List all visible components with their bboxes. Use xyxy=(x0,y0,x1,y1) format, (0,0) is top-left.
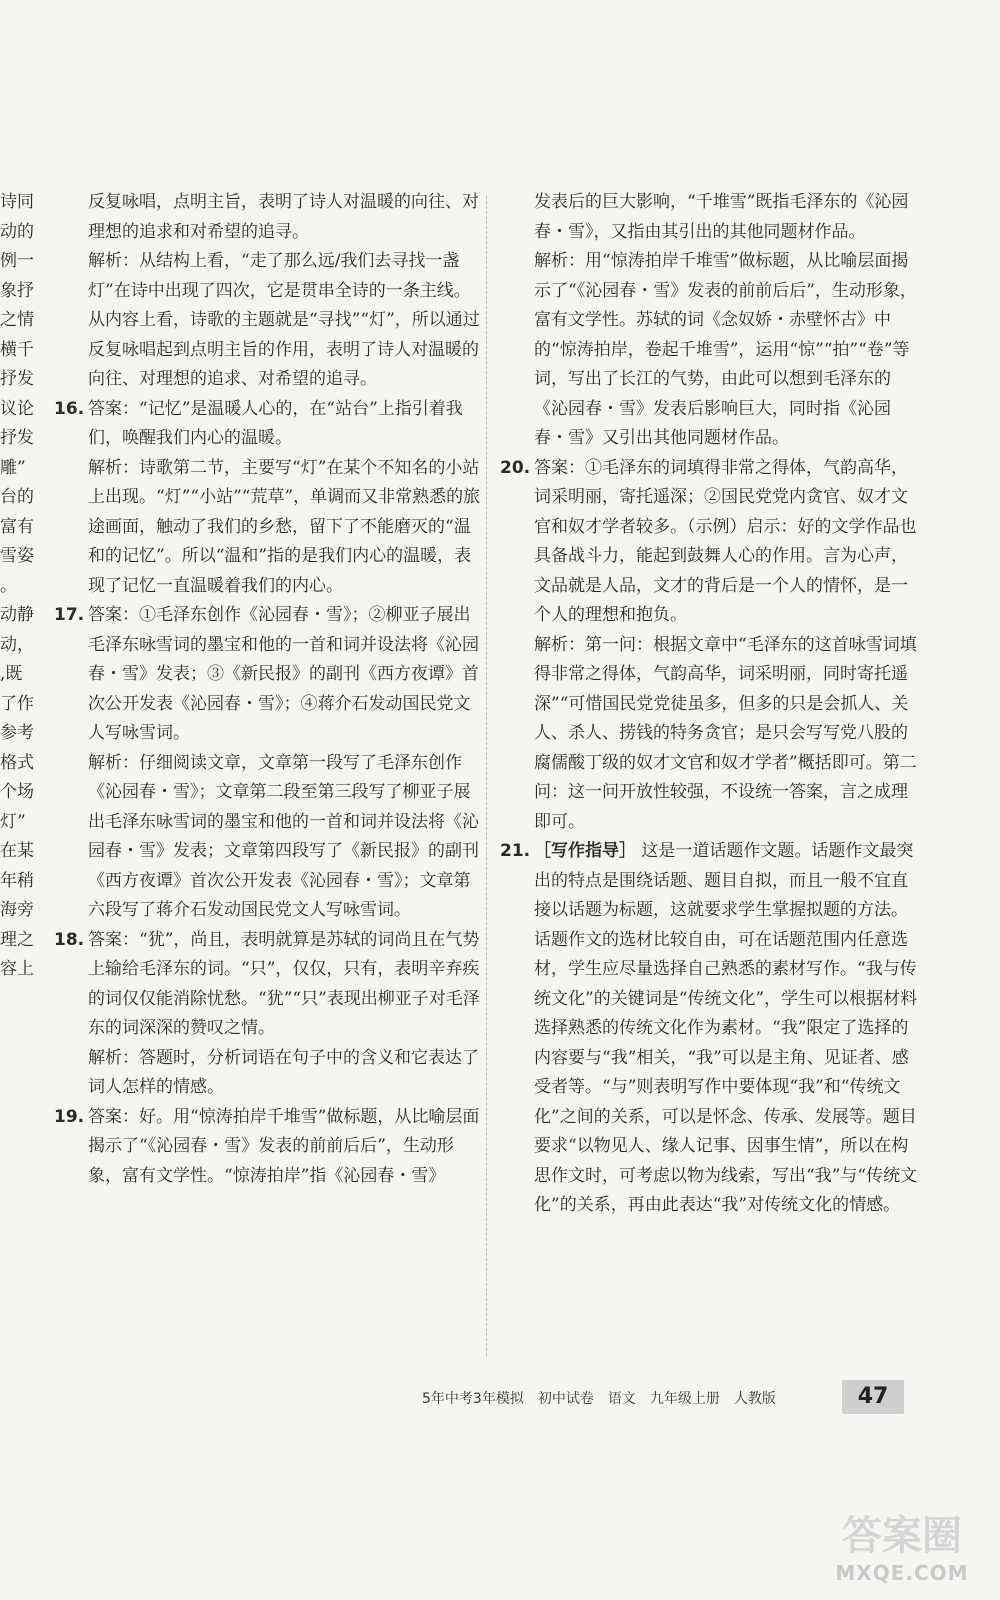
left-fragment-line: 雕” xyxy=(0,457,26,478)
column-divider xyxy=(486,196,487,1356)
left-fragment-line: 例一 xyxy=(0,251,34,271)
paragraph-text: 答案：“记忆”是温暖人心的，在“站台”上指引着我们，唤醒我们内心的温暖。 xyxy=(88,398,463,448)
paragraph-text: 答案：好。用“惊涛拍岸千堆雪”做标题，从比喻层面揭示了“《沁园春・雪》发表的前前后后”，生动形象，富有文学性。“惊涛拍岸”指《沁园春・雪》 xyxy=(88,1106,480,1186)
answer-item xyxy=(54,601,484,749)
book-grade: 九年级上册 xyxy=(649,1391,720,1407)
explanation-paragraph xyxy=(500,631,918,838)
left-fragment-line: 横千 xyxy=(0,339,34,360)
book-edition: 人教版 xyxy=(733,1391,776,1407)
explanation-paragraph xyxy=(54,188,484,247)
explanation-paragraph xyxy=(500,188,918,247)
left-fragment-line: 动， xyxy=(0,634,34,655)
left-fragment-line: 了作 xyxy=(0,693,34,714)
page-number: 47 xyxy=(842,1380,904,1414)
left-fragment-line: 议论 xyxy=(0,398,34,419)
explanation-paragraph xyxy=(500,247,918,454)
explanation-paragraph xyxy=(54,247,484,395)
left-column-fragment xyxy=(0,188,44,985)
answer-item xyxy=(500,454,918,631)
left-fragment-line: 格式 xyxy=(0,752,34,773)
book-type: 初中试卷 xyxy=(537,1391,594,1407)
paragraph-text: 解析：第一问：根据文章中“毛泽东的这首咏雪词填得非常之得体，气韵高华，词采明丽，同时寄托遥深”“可惜国民党党徒虽多，但多的只是会抓人、关人、杀人、捞钱的特务贪官；是只会写写党八股的腐儒酸丁级的奴才文官和奴才学者”概括即可。第二问：这一问开放性较强，不设统一答案，言之成理即可。 xyxy=(534,634,917,832)
answer-item xyxy=(54,926,484,1044)
left-fragment-line: 动静 xyxy=(0,605,34,625)
explanation-paragraph xyxy=(54,454,484,602)
paragraph-text: 解析：从结构上看，“走了那么远/我们去寻找一盏灯”在诗中出现了四次，它是贯串全诗的一条主线。从内容上看，诗歌的主题就是“寻找”“灯”，所以通过反复咏唱起到点明主旨的作用，表明了诗人对温暖的向往、对理想的追求、对希望的追寻。 xyxy=(88,251,480,389)
book-series: 5年中考3年模拟 xyxy=(422,1391,524,1407)
left-fragment-line: 富有 xyxy=(0,516,34,537)
middle-column xyxy=(54,188,484,1191)
explanation-paragraph xyxy=(54,749,484,926)
left-fragment-line: 在某 xyxy=(0,841,34,861)
left-fragment-line: 年稍 xyxy=(0,870,34,891)
watermark-logo-text: 答案圈 xyxy=(842,1513,962,1559)
left-fragment-line: 灯” xyxy=(0,811,26,832)
item-number: 16. xyxy=(54,398,85,419)
item-number: 20. xyxy=(500,457,531,478)
right-column xyxy=(500,188,918,1221)
paragraph-text: 解析：用“惊涛拍岸千堆雪”做标题，从比喻层面揭示了“《沁园春・雪》发表的前前后后”，生动形象，富有文学性。苏轼的词《念奴娇・赤壁怀古》中的“惊涛拍岸，卷起千堆雪”，运用“惊”“拍”“卷”等词，写出了长江的气势，由此可以想到毛泽东的《沁园春・雪》发表后影响巨大，同时指《沁园春・雪》又引出其他同题材作品。 xyxy=(534,251,917,448)
paragraph-text: 解析：诗歌第二节，主要写“灯”在某个不知名的小站上出现。“灯”“小站”“荒草”，单调而又非常熟悉的旅途画面，触动了我们的乡愁，留下了不能磨灭的“温和的记忆”。所以“温和”指的是我们内心的温暖，表现了记忆一直温暖着我们的内心。 xyxy=(88,457,481,596)
left-fragment-line: 雪姿 xyxy=(0,546,34,566)
left-fragment-line: 动的 xyxy=(0,221,34,242)
left-fragment-line: 台的 xyxy=(0,487,34,507)
paragraph-text: 答案：“犹”，尚且，表明就算是苏轼的词尚且在气势上输给毛泽东的词。“只”，仅仅，只有，表明辛弃疾的词仅仅能消除忧愁。“犹”“只”表现出柳亚子对毛泽东的词深深的赞叹之情。 xyxy=(88,929,480,1038)
page-footer xyxy=(422,1388,776,1408)
left-fragment-line: 抒发 xyxy=(0,428,34,448)
book-subject: 语文 xyxy=(607,1391,636,1407)
answer-item xyxy=(54,1103,484,1192)
paragraph-text: 发表后的巨大影响，“千堆雪”既指毛泽东的《沁园春・雪》，又指由其引出的其他同题材作品。 xyxy=(534,192,909,242)
item-number: 18. xyxy=(54,929,85,950)
watermark xyxy=(812,1505,992,1593)
paragraph-text: 反复咏唱，点明主旨，表明了诗人对温暖的向往、对理想的追求和对希望的追寻。 xyxy=(88,192,479,242)
answer-item xyxy=(500,837,918,1221)
paragraph-text: 解析：仔细阅读文章，文章第一段写了毛泽东创作《沁园春・雪》；文章第二段至第三段写了柳亚子展出毛泽东咏雪词的墨宝和他的一首和词并设法将《沁园春・雪》发表；文章第四段写了《新民报》的副刊《西方夜谭》首次公开发表《沁园春・雪》；文章第六段写了蒋介石发动国民党文人写咏雪词。 xyxy=(88,752,479,920)
watermark-logo-icon xyxy=(812,1505,992,1561)
left-fragment-line: ,既 xyxy=(0,664,23,684)
left-fragment-line: 个场 xyxy=(0,782,34,802)
paragraph-text: 答案：①毛泽东创作《沁园春・雪》；②柳亚子展出毛泽东咏雪词的墨宝和他的一首和词并设法将《沁园春・雪》发表；③《新民报》的副刊《西方夜谭》首次公开发表《沁园春・雪》；④蒋介石发动国民党文人写咏雪词。 xyxy=(88,605,479,743)
left-fragment-line: 海旁 xyxy=(0,900,34,920)
item-number: 21. xyxy=(500,841,531,861)
left-fragment-line: 参考 xyxy=(0,723,34,743)
item-number: 19. xyxy=(54,1106,85,1127)
watermark-url: MXQE.COM xyxy=(835,1561,969,1585)
left-fragment-line: 容上 xyxy=(0,959,34,979)
left-fragment-line: 抒发 xyxy=(0,369,34,389)
left-fragment-line: 之情 xyxy=(0,310,34,330)
paragraph-text: 答案：①毛泽东的词填得非常之得体，气韵高华，词采明丽，寄托遥深；②国民党党内贪官、奴才文官和奴才学者较多。（示例）启示：好的文学作品也具备战斗力，能起到鼓舞人心的作用。言为心声，文品就是人品，文才的背后是一个人的情怀，是一个人的理想和抱负。 xyxy=(534,457,917,625)
left-fragment-line: 理之 xyxy=(0,929,34,950)
left-fragment-line: 诗同 xyxy=(0,192,34,212)
left-fragment-line: 。 xyxy=(0,575,17,596)
paragraph-text: 解析：答题时，分析词语在句子中的含义和它表达了词人怎样的情感。 xyxy=(88,1047,479,1097)
answer-item xyxy=(54,395,484,454)
paragraph-text: 这是一道话题作文题。话题作文最突出的特点是围绕话题、题目自拟，而且一般不宜直接以话题为标题，这就要求学生掌握拟题的方法。话题作文的选材比较自由，可在话题范围内任意选材，学生应尽量选择自己熟悉的素材写作。“我与传统文化”的关键词是“传统文化”，学生可以根据材料选择熟悉的传统文化作为素材。“我”限定了选择的内容要与“我”相关，“我”可以是主角、见证者、感受者等。“与”则表明写作中要体现“我”和“传统文化”之间的关系，可以是怀念、传承、发展等。题目要求“以物见人、缘人记事、因事生情”，所以在构思作文时，可考虑以物为线索，写出“我”与“传统文化”的关系，再由此表达“我”对传统文化的情感。 xyxy=(534,841,918,1215)
left-fragment-line: 象抒 xyxy=(0,280,34,301)
section-tag: ［写作指导］ xyxy=(534,841,636,861)
explanation-paragraph xyxy=(54,1044,484,1103)
item-number: 17. xyxy=(54,605,85,625)
